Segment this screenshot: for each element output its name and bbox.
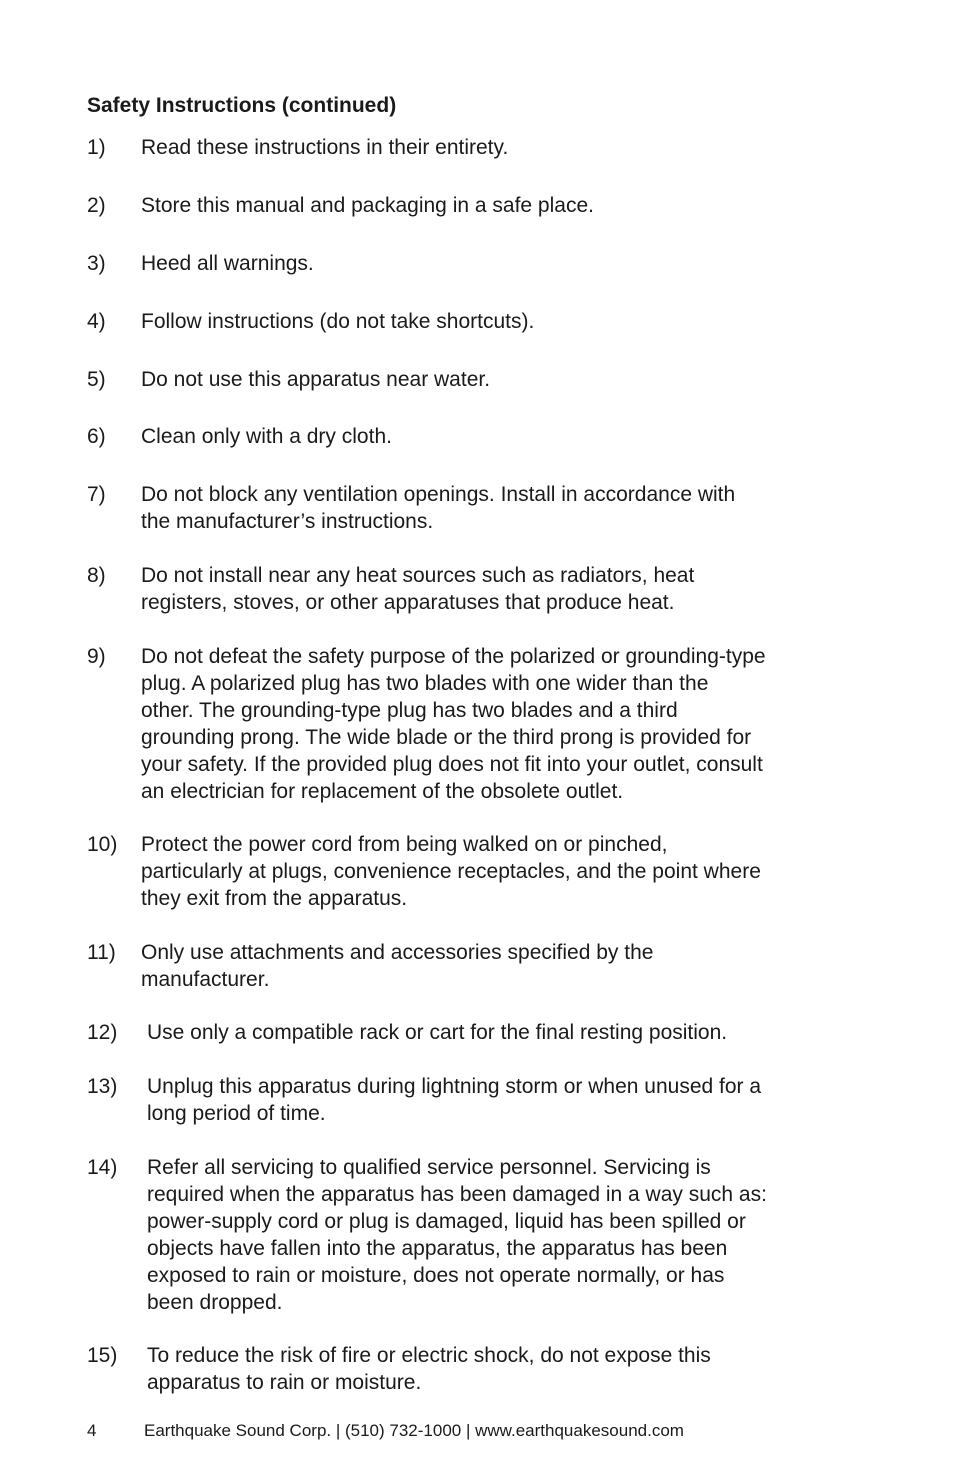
list-item-2: [87, 192, 877, 219]
list-item-6: [87, 423, 877, 450]
list-item-15: [87, 1342, 877, 1396]
item-text: Store this manual and packaging in a safe place.: [141, 194, 594, 217]
item-number: 5): [87, 368, 106, 391]
item-text: Only use attachments and accessories specified by the manufacturer.: [141, 941, 654, 991]
company-contact-line: Earthquake Sound Corp. | (510) 732-1000 | www.earthquakesound.com: [144, 1421, 684, 1440]
page-number: 4: [87, 1421, 97, 1440]
item-text: Do not use this apparatus near water.: [141, 368, 491, 391]
list-item-12: [87, 1019, 877, 1046]
list-item-14: [87, 1154, 877, 1316]
item-number: 10): [87, 833, 118, 856]
item-number: 6): [87, 425, 106, 448]
item-text: Follow instructions (do not take shortcuts).: [141, 310, 535, 333]
item-number: 4): [87, 310, 106, 333]
item-text: Refer all servicing to qualified service personnel. Servicing is required when the apparatus has been damaged in a way such as: power-supply cord or plug is damaged, liquid has been spilled or objects have fallen into the apparatus, the apparatus has been exposed to rain or moisture, does not operate normally, or has been dropped.: [147, 1156, 767, 1314]
item-number: 12): [87, 1021, 118, 1044]
item-number: 8): [87, 564, 106, 587]
item-text: Clean only with a dry cloth.: [141, 425, 392, 448]
item-number: 13): [87, 1075, 118, 1098]
item-text: Heed all warnings.: [141, 252, 314, 275]
item-number: 14): [87, 1156, 118, 1179]
list-item-7: [87, 481, 877, 535]
list-item-8: [87, 562, 877, 616]
list-item-9: [87, 643, 877, 805]
list-item-5: [87, 366, 877, 393]
item-text: Protect the power cord from being walked on or pinched, particularly at plugs, convenience receptacles, and the point where they exit from the apparatus.: [141, 833, 761, 910]
item-number: 2): [87, 194, 106, 217]
item-text: Read these instructions in their entirety.: [141, 136, 509, 159]
list-item-11: [87, 939, 877, 993]
list-item-1: [87, 134, 877, 161]
item-text: Do not block any ventilation openings. Install in accordance with the manufacturer’s instructions.: [141, 483, 736, 533]
item-number: 15): [87, 1344, 118, 1367]
item-number: 11): [87, 941, 116, 964]
section-heading: Safety Instructions (continued): [87, 94, 397, 117]
item-number: 9): [87, 645, 106, 668]
item-number: 7): [87, 483, 106, 506]
list-item-4: [87, 308, 877, 335]
item-number: 3): [87, 252, 106, 275]
list-item-3: [87, 250, 877, 277]
item-text: Do not install near any heat sources such as radiators, heat registers, stoves, or other apparatuses that produce heat.: [141, 564, 695, 614]
item-text: Unplug this apparatus during lightning storm or when unused for a long period of time.: [147, 1075, 762, 1125]
item-text: To reduce the risk of fire or electric shock, do not expose this apparatus to rain or moisture.: [147, 1344, 711, 1394]
item-number: 1): [87, 136, 106, 159]
item-text: Use only a compatible rack or cart for the final resting position.: [147, 1021, 728, 1044]
item-text: Do not defeat the safety purpose of the polarized or grounding-type plug. A polarized plug has two blades with one wider than the other. The grounding-type plug has two blades and a third grounding prong. The wide blade or the third prong is provided for your safety. If the provided plug does not fit into your outlet, consult an electrician for replacement of the obsolete outlet.: [141, 645, 766, 803]
list-item-10: [87, 831, 877, 912]
list-item-13: [87, 1073, 877, 1127]
